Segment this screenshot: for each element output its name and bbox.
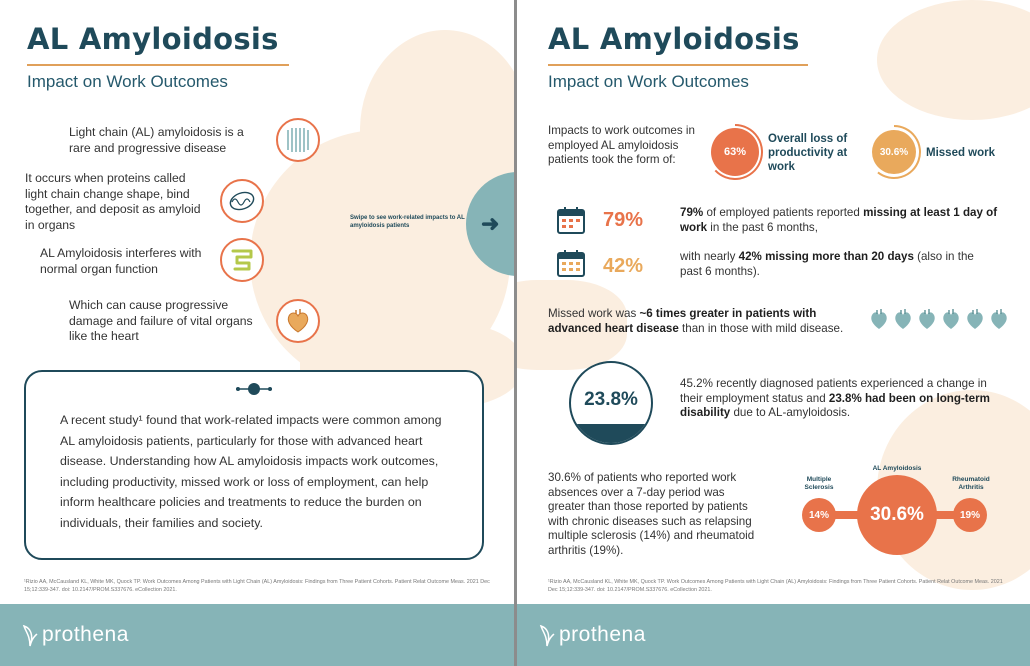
stat-42-text [680, 250, 990, 279]
heart-icon-row [869, 308, 1009, 330]
gauge-fill [571, 424, 651, 443]
footer-bar [517, 604, 1030, 666]
missed-work-label: Missed work [926, 147, 996, 159]
background-blob [877, 0, 1030, 120]
missed-work-value: 30.6% [879, 146, 909, 158]
heart-icon [941, 308, 961, 330]
heart-disease-text [548, 307, 848, 336]
ms-value: 14% [802, 498, 836, 532]
al-amyloidosis-value: 30.6% [857, 475, 937, 555]
heart-text-bold: ~6 times greater in patients with advanced heart disease [548, 307, 817, 335]
stat-79-text [680, 206, 1005, 235]
comparison-text: 30.6% of patients who reported work absences over a 7-day period was greater than those reported by patients with chronic diseases such as relapsing multiple sclerosis (14%) and rheumatoid arthritis (19%). [548, 471, 755, 557]
ra-value: 19% [953, 498, 987, 532]
prothena-logo [539, 622, 646, 648]
info-item-text: It occurs when proteins called light chain change shape, bind together, and deposit as amyloid in organs [25, 171, 201, 232]
leaf-logo-icon [539, 622, 555, 648]
right-page [517, 0, 1030, 666]
citation: ¹Rizio AA, McCausland KL, White MK, Quock TP. Work Outcomes Among Patients with Light Chain (AL) Amyloidosis: Findings from Three Patient Cohorts. Patient Relat Outcome Meas. 2021 Dec 15;12:339-347. doi: 10.2147/PROM.S337676. eCollection 2021. [24, 579, 490, 593]
page-subtitle: Impact on Work Outcomes [27, 72, 228, 91]
page-subtitle: Impact on Work Outcomes [548, 72, 749, 91]
heart-organ-icon [276, 299, 320, 343]
heart-icon [917, 308, 937, 330]
ra-label: Rheumatoid Arthritis [952, 476, 990, 491]
disability-bold: 23.8% had been on long-term disability [680, 391, 990, 419]
heart-text-tail: than in those with mild disease. [678, 321, 844, 335]
stat-79-lead: 79% [680, 206, 704, 219]
study-summary-text: A recent study¹ found that work-related impacts were common among AL amyloidosis patients, particularly for those with advanced heart disease. Understanding how AL amyloidosis impacts work outcomes, including productivity, missed work or loss of employment, can help inform healthcare policies and treatments to reduce the burden on individuals, their families and society. [60, 413, 442, 530]
stat-79-tail: in the past 6 months, [707, 220, 818, 234]
study-summary-box [24, 370, 484, 560]
stat-79-mid: of employed patients reported [703, 206, 864, 219]
prothena-logo [22, 622, 129, 648]
info-item-text: Light chain (AL) amyloidosis is a rare and progressive disease [69, 125, 244, 155]
title-underline [27, 64, 289, 66]
amyloid-fibril-icon [220, 179, 264, 223]
logo-text: prothena [559, 623, 646, 646]
stat-42-lead: with nearly [680, 250, 739, 263]
stat-42-bold: 42% missing more than 20 days [738, 250, 914, 263]
intestine-organ-icon [220, 238, 264, 282]
citation: ¹Rizio AA, McCausland KL, White MK, Quock TP. Work Outcomes Among Patients with Light Chain (AL) Amyloidosis: Findings from Three Patient Cohorts. Patient Relat Outcome Meas. 2021 Dec 15;12:339-347. doi: 10.2147/PROM.S337676. eCollection 2021. [548, 579, 1003, 593]
info-item-text: AL Amyloidosis interferes with normal organ function [40, 246, 202, 276]
footer-bar [0, 604, 514, 666]
page-title: AL Amyloidosis [548, 22, 800, 56]
info-item-text: Which can cause progressive damage and failure of vital organs like the heart [69, 298, 253, 343]
arrow-right-icon: ➜ [481, 211, 500, 236]
al-amyloidosis-label: AL Amyloidosis [872, 465, 922, 472]
heart-icon [989, 308, 1009, 330]
heart-text-lead: Missed work was [548, 307, 640, 320]
stat-79-value: 79% [603, 209, 644, 231]
title-underline [548, 64, 808, 66]
calendar-icon [556, 248, 586, 278]
disability-value: 23.8% [584, 389, 638, 410]
heart-icon [893, 308, 913, 330]
stat-42-value: 42% [603, 255, 644, 277]
intro-text: Impacts to work outcomes in employed AL amyloidosis patients took the form of: [548, 124, 695, 166]
page-title: AL Amyloidosis [27, 22, 279, 56]
logo-text: prothena [42, 623, 129, 646]
stat-79-bold: missing at least 1 day of work [680, 206, 998, 234]
productivity-value: 63% [723, 146, 747, 158]
heart-icon [965, 308, 985, 330]
swipe-hint: Swipe to see work-related impacts to AL amyloidosis patients [350, 215, 465, 229]
calendar-icon [556, 205, 586, 235]
ms-label: Multiple Sclerosis [804, 476, 834, 491]
disability-gauge [569, 361, 653, 445]
productivity-label: Overall loss of productivity at work [768, 133, 848, 173]
light-chain-icon [276, 118, 320, 162]
disability-text [680, 377, 990, 421]
heart-icon [869, 308, 889, 330]
stat-42-tail: (also in the past 6 months). [680, 250, 974, 278]
disability-tail: due to AL-amyloidosis. [730, 406, 851, 419]
leaf-logo-icon [22, 622, 38, 648]
connector-dots-icon [234, 382, 274, 396]
left-page [0, 0, 514, 666]
disability-lead: 45.2% recently diagnosed patients experienced a change in their employment status and [680, 377, 987, 405]
